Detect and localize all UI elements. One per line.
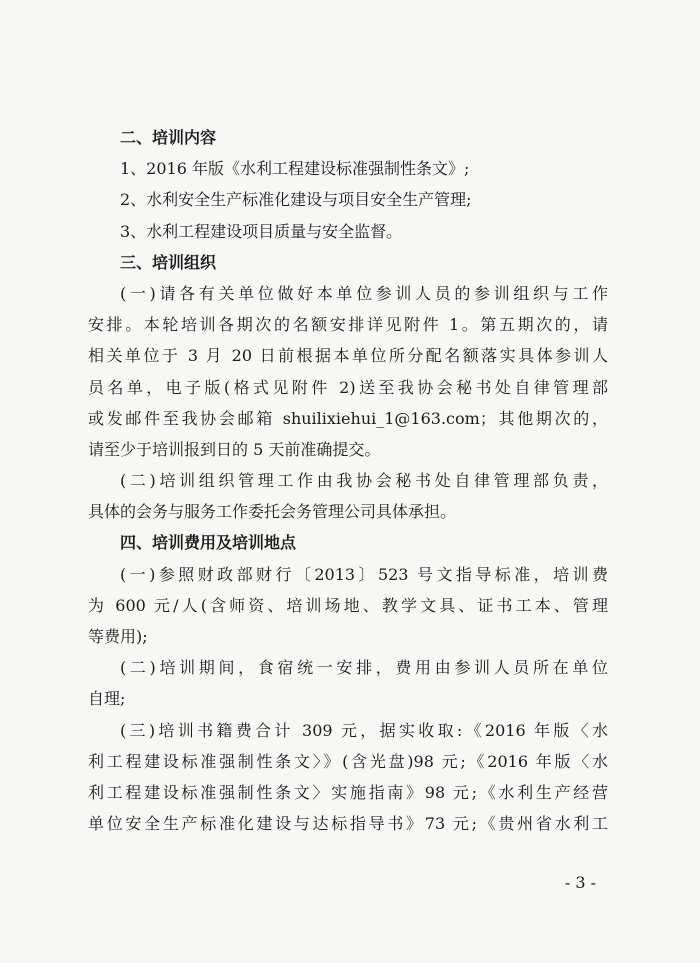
paragraph-line: (一)请各有关单位做好本单位参训人员的参训组织与工作 [120, 283, 608, 303]
section-heading: 四、培训费用及培训地点 [120, 533, 297, 553]
paragraph-line: 利工程建设标准强制性条文〉》(含光盘)98 元;《2016 年版〈水 [88, 751, 608, 771]
section-heading: 二、培训内容 [120, 128, 217, 147]
paragraph-line: (一)参照财政部财行〔2013〕523 号文指导标准，培训费 [120, 564, 608, 584]
paragraph-line: 单位安全生产标准化建设与达标指导书》73 元;《贵州省水利工 [88, 814, 608, 834]
paragraph-line: 员名单，电子版(格式见附件 2)送至我协会秘书处自律管理部 [88, 377, 608, 397]
paragraph-line: 请至少于培训报到日的 5 天前准确提交。 [88, 439, 381, 459]
paragraph-line: (二)培训组织管理工作由我协会秘书处自律管理部负责， [120, 471, 608, 491]
paragraph-line: 为 600 元/人(含师资、培训场地、教学文具、证书工本、管理 [88, 595, 608, 615]
paragraph-line: 3、水利工程建设项目质量与安全监督。 [120, 221, 403, 241]
section-heading: 三、培训组织 [120, 252, 217, 272]
paragraph-line: 2、水利安全生产标准化建设与项目安全生产管理; [120, 190, 472, 210]
paragraph-line: 自理; [88, 689, 126, 709]
page-number: - 3 - [564, 873, 596, 892]
paragraph-line: 具体的会务与服务工作委托会务管理公司具体承担。 [88, 502, 457, 522]
document-body [88, 122, 608, 839]
paragraph-line: 安排。本轮培训各期次的名额安排详见附件 1。第五期次的，请 [88, 315, 608, 335]
paragraph-line: (三)培训书籍费合计 309 元，据实收取:《2016 年版〈水 [120, 720, 608, 740]
paragraph-line: 等费用); [88, 627, 148, 646]
paragraph-line: 或发邮件至我协会邮箱 shuilixiehui_1@163.com；其他期次的， [88, 408, 608, 428]
paragraph-line: (二)培训期间，食宿统一安排，费用由参训人员所在单位 [120, 658, 608, 678]
paragraph-line: 1、2016 年版《水利工程建设标准强制性条文》; [120, 159, 470, 179]
paragraph-line: 相关单位于 3 月 20 日前根据本单位所分配名额落实具体参训人 [88, 346, 608, 366]
paragraph-line: 利工程建设标准强制性条文〉实施指南》98 元;《水利生产经营 [88, 782, 608, 802]
